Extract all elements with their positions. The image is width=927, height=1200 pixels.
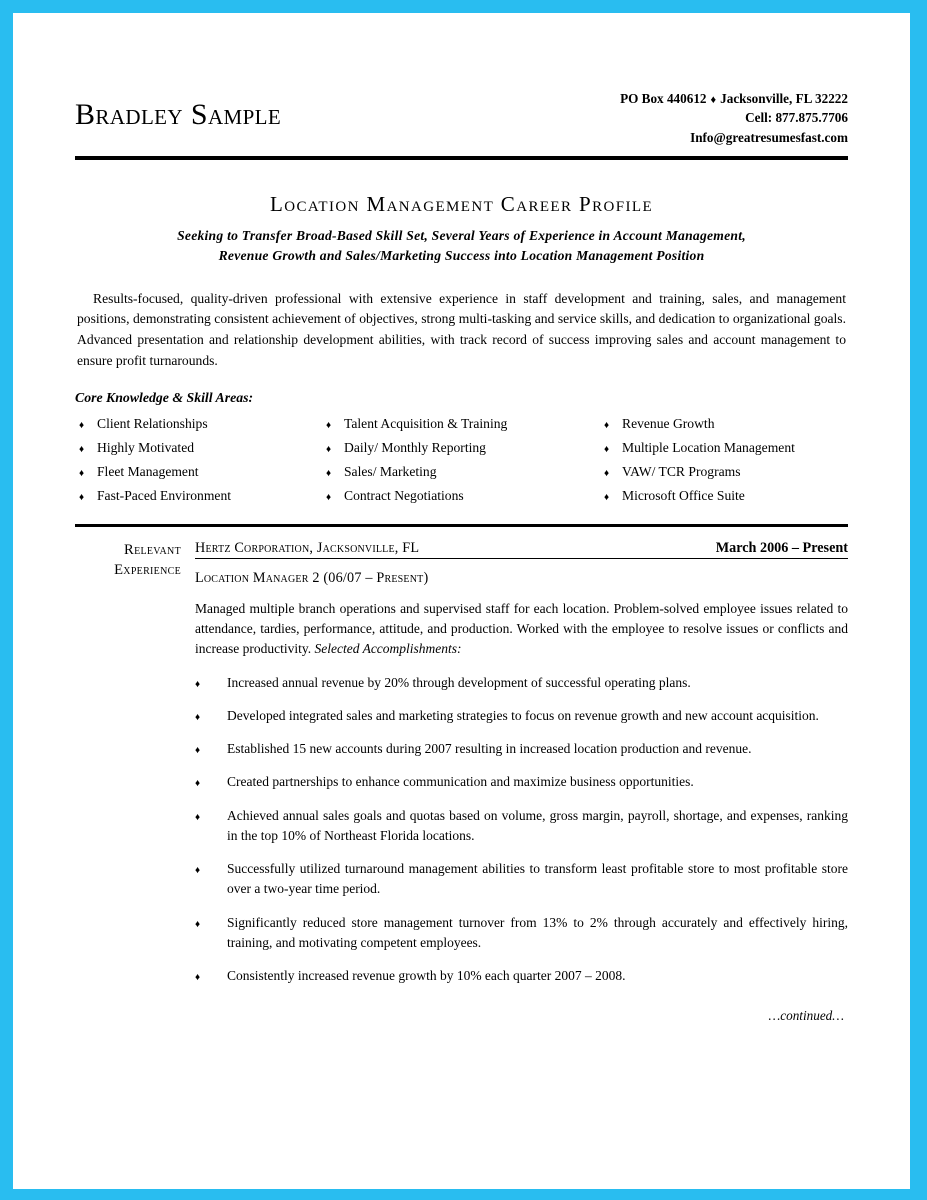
diamond-bullet-icon: ♦ bbox=[195, 918, 201, 930]
selected-accomplishments-label: Selected Accomplishments: bbox=[314, 641, 462, 657]
experience-content bbox=[195, 540, 848, 1025]
diamond-bullet-icon: ♦ bbox=[326, 419, 332, 431]
contact-phone: Cell: 877.875.7706 bbox=[745, 110, 848, 126]
accomplishments-list bbox=[195, 673, 848, 987]
skill-item bbox=[322, 484, 600, 508]
skill-item bbox=[75, 412, 322, 436]
employment-dates: March 2006 – Present bbox=[715, 539, 848, 556]
experience-section-label bbox=[75, 540, 195, 1025]
accomplishment-text: Significantly reduced store management turnover from 13% to 2% through accurately and effectively hiring, training, and motivating competent employees. bbox=[227, 914, 848, 950]
accomplishment-item bbox=[195, 859, 848, 900]
skill-item bbox=[600, 436, 848, 460]
experience-section bbox=[75, 540, 848, 1025]
skills-grid bbox=[75, 412, 848, 508]
skill-label: Fast-Paced Environment bbox=[97, 487, 232, 503]
skill-label: Multiple Location Management bbox=[622, 439, 795, 455]
contact-po-box: PO Box 440612 bbox=[620, 91, 707, 106]
skill-label: Sales/ Marketing bbox=[344, 463, 437, 479]
diamond-bullet-icon: ♦ bbox=[79, 467, 85, 479]
diamond-bullet-icon: ♦ bbox=[195, 811, 201, 823]
experience-divider bbox=[75, 524, 848, 527]
diamond-bullet-icon: ♦ bbox=[195, 972, 201, 984]
accomplishment-item bbox=[195, 772, 848, 792]
profile-title: Location Management Career Profile bbox=[269, 191, 654, 216]
diamond-bullet-icon: ♦ bbox=[79, 419, 85, 431]
experience-label-line-1: Relevant bbox=[124, 541, 181, 558]
contact-city-state-zip: Jacksonville, FL 32222 bbox=[720, 91, 848, 106]
header-divider bbox=[75, 156, 848, 160]
skills-heading: Core Knowledge & Skill Areas: bbox=[75, 389, 254, 405]
profile-summary: Results-focused, quality-driven professional with extensive experience in staff development and training, sales, and management positions, demonstrating consistent achievement of objectives, strong multi-tasking and service skills, and dedication to organizational goals. Advanced presentation and relationship development abilities, with track record of success improving sales and account management to ensure profit turnarounds. bbox=[77, 290, 846, 368]
skill-label: Client Relationships bbox=[97, 415, 208, 431]
accomplishment-text: Established 15 new accounts during 2007 resulting in increased location production and revenue. bbox=[227, 741, 752, 757]
skill-label: Highly Motivated bbox=[97, 439, 195, 455]
company-name: Hertz Corporation, Jacksonville, FL bbox=[195, 539, 420, 556]
diamond-bullet-icon: ♦ bbox=[79, 491, 85, 503]
diamond-bullet-icon: ♦ bbox=[195, 678, 201, 690]
skill-label: VAW/ TCR Programs bbox=[622, 463, 741, 479]
skill-item bbox=[322, 436, 600, 460]
company-row bbox=[195, 540, 848, 559]
diamond-bullet-icon: ♦ bbox=[604, 443, 610, 455]
diamond-bullet-icon: ♦ bbox=[604, 491, 610, 503]
contact-email: Info@greatresumesfast.com bbox=[690, 129, 848, 145]
skill-label: Revenue Growth bbox=[622, 415, 715, 431]
accomplishment-item bbox=[195, 806, 848, 847]
skill-item bbox=[75, 460, 322, 484]
job-description-text: Managed multiple branch operations and supervised staff for each location. Problem-solved employee issues related to attendance, tardies, performance, attitude, and production. Worked with the employee to resolve issues or conflicts and increase productivity. bbox=[195, 600, 848, 657]
diamond-bullet-icon: ♦ bbox=[79, 443, 85, 455]
profile-subtitle-line-1: Seeking to Transfer Broad-Based Skill Set, Several Years of Experience in Account Management, bbox=[177, 227, 746, 243]
skill-item bbox=[75, 484, 322, 508]
accomplishment-item bbox=[195, 913, 848, 954]
job-title: Location Manager 2 (06/07 – Present) bbox=[195, 569, 429, 586]
diamond-bullet-icon: ♦ bbox=[326, 443, 332, 455]
skill-item bbox=[600, 460, 848, 484]
resume-sheet bbox=[13, 13, 910, 1024]
skill-item bbox=[322, 460, 600, 484]
accomplishment-text: Developed integrated sales and marketing strategies to focus on revenue growth and new account acquisition. bbox=[227, 707, 819, 723]
skill-label: Contract Negotiations bbox=[344, 487, 464, 503]
accomplishment-text: Increased annual revenue by 20% through development of successful operating plans. bbox=[227, 674, 691, 690]
accomplishment-text: Consistently increased revenue growth by 10% each quarter 2007 – 2008. bbox=[227, 968, 626, 984]
diamond-bullet-icon: ♦ bbox=[195, 711, 201, 723]
accomplishment-item bbox=[195, 706, 848, 726]
skill-item bbox=[75, 436, 322, 460]
skill-item bbox=[322, 412, 600, 436]
resume-header bbox=[75, 89, 848, 147]
diamond-bullet-icon: ♦ bbox=[326, 467, 332, 479]
diamond-bullet-icon: ♦ bbox=[326, 491, 332, 503]
accomplishment-text: Achieved annual sales goals and quotas based on volume, gross margin, payroll, shortage, and expenses, ranking in the top 10% of Northeast Florida locations. bbox=[227, 807, 848, 843]
contact-block bbox=[620, 89, 848, 147]
skill-label: Fleet Management bbox=[97, 463, 199, 479]
profile-subtitle bbox=[75, 226, 848, 267]
experience-label-line-2: Experience bbox=[114, 562, 181, 579]
diamond-bullet-icon: ♦ bbox=[195, 745, 201, 757]
resume-page bbox=[13, 13, 910, 1189]
skill-label: Microsoft Office Suite bbox=[622, 487, 745, 503]
accomplishment-text: Created partnerships to enhance communication and maximize business opportunities. bbox=[227, 774, 694, 790]
accomplishment-item bbox=[195, 966, 848, 986]
skill-item bbox=[600, 412, 848, 436]
diamond-bullet-icon: ♦ bbox=[195, 778, 201, 790]
accomplishment-item bbox=[195, 739, 848, 759]
diamond-separator-icon: ♦ bbox=[710, 94, 717, 106]
diamond-bullet-icon: ♦ bbox=[604, 419, 610, 431]
skill-label: Daily/ Monthly Reporting bbox=[344, 439, 486, 455]
diamond-bullet-icon: ♦ bbox=[195, 865, 201, 877]
skill-label: Talent Acquisition & Training bbox=[344, 415, 508, 431]
accomplishment-item bbox=[195, 673, 848, 693]
candidate-name: Bradley Sample bbox=[75, 98, 282, 131]
continued-marker: …continued… bbox=[768, 1008, 844, 1024]
accomplishment-text: Successfully utilized turnaround management abilities to transform least profitable store to most profitable store over a two-year time period. bbox=[227, 861, 848, 897]
contact-address-line bbox=[620, 89, 848, 108]
diamond-bullet-icon: ♦ bbox=[604, 467, 610, 479]
job-description bbox=[195, 599, 848, 660]
profile-subtitle-line-2: Revenue Growth and Sales/Marketing Success into Location Management Position bbox=[218, 248, 705, 264]
skill-item bbox=[600, 484, 848, 508]
